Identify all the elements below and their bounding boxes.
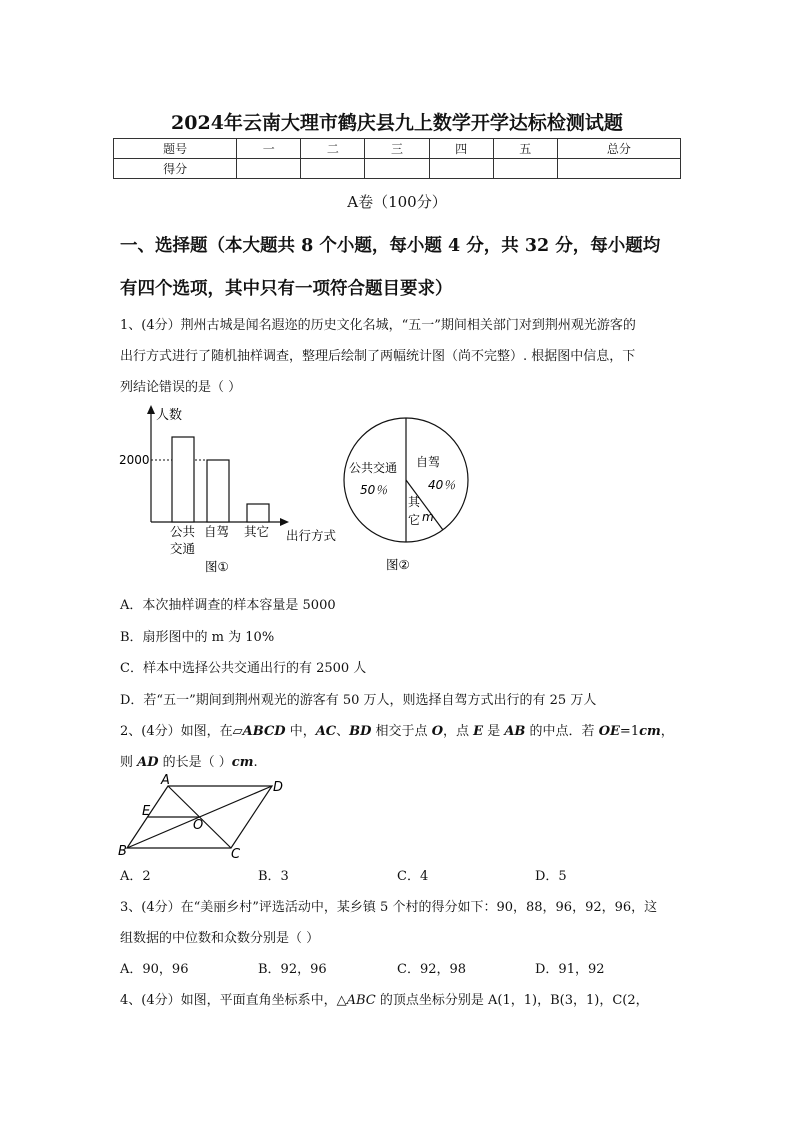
score-header-cell: 五 — [493, 139, 557, 159]
score-row-label: 得分 — [114, 159, 237, 179]
q2-parallelogram-figure — [112, 772, 287, 864]
bar-chart-y-tick: 2000 — [119, 453, 150, 467]
q2-text: ， — [660, 724, 674, 739]
q1-text-line3: 列结论错误的是（ ） — [120, 380, 242, 395]
score-header-cell: 题号 — [114, 139, 237, 159]
q2-option-a: A．2 — [120, 869, 151, 884]
score-header-cell: 三 — [365, 139, 429, 159]
q2-var: AC — [315, 724, 337, 739]
q2-text: 的长是（ ） — [158, 755, 232, 770]
q2-var: AB — [504, 724, 526, 739]
bar-public-transport — [172, 437, 194, 522]
q3-option-c: C．92，98 — [397, 962, 467, 977]
point-label-e: E — [142, 804, 151, 819]
q1-option-c: C．样本中选择公共交通出行的有 2500 人 — [120, 661, 367, 676]
bar-other — [247, 504, 269, 522]
bar-category-label: 自驾 — [204, 524, 230, 539]
score-header-cell: 四 — [429, 139, 493, 159]
score-cell — [429, 159, 493, 179]
q2-var: E — [473, 724, 484, 739]
point-label-o: O — [193, 818, 204, 833]
q2-option-c: C．4 — [397, 869, 429, 884]
q3-text-line2: 组数据的中位数和众数分别是（ ） — [120, 931, 320, 946]
q2-var: BD — [349, 724, 372, 739]
bar-chart-caption: 图① — [205, 559, 229, 574]
q1-bar-chart — [110, 402, 350, 582]
bar-chart-ylabel: 人数 — [156, 408, 183, 423]
point-label-b: B — [118, 844, 127, 859]
part1-heading-line2: 有四个选项，其中只有一项符合题目要求） — [120, 279, 453, 299]
point-label-a: A — [161, 773, 170, 788]
q1-text-line1: 1、(4分）荆州古城是闻名遐迩的历史文化名城，“五一”期间相关部门对到荆州观光游客的 — [120, 318, 636, 333]
q2-option-d: D．5 — [535, 869, 567, 884]
pie-slice-drive-value: 40％ — [428, 478, 456, 492]
score-cell — [301, 159, 365, 179]
q2-text: ，点 — [443, 724, 474, 739]
q2-option-b: B．3 — [258, 869, 289, 884]
q1-option-b: B．扇形图中的 m 为 10% — [120, 630, 275, 645]
q4-text: 4、(4分）如图，平面直角坐标系中， — [120, 993, 337, 1008]
q1-text-line2: 出行方式进行了随机抽样调查，整理后绘制了两幅统计图（尚不完整）. 根据图中信息，下 — [120, 349, 636, 364]
q2-unit: cm — [639, 724, 661, 739]
q2-var: O — [431, 724, 444, 739]
q2-text: 、 — [336, 724, 350, 739]
score-cell — [557, 159, 680, 179]
score-cell — [237, 159, 301, 179]
bar-category-label-line2: 交通 — [170, 541, 196, 556]
point-label-d: D — [273, 780, 284, 795]
pie-slice-other-value: m — [422, 510, 434, 524]
pie-slice-drive-label: 自驾 — [416, 455, 441, 469]
score-cell — [493, 159, 557, 179]
q2-text: 中， — [285, 724, 316, 739]
q2-var: OE — [598, 724, 620, 739]
score-table — [113, 138, 681, 179]
q3-option-d: D．91，92 — [535, 962, 605, 977]
q1-option-d: D．若“五一”期间到荆州观光的游客有 50 万人，则选择自驾方式出行的有 25 万人 — [120, 693, 597, 708]
y-axis-arrow-icon — [147, 405, 155, 414]
q2-text: . — [253, 755, 258, 770]
bar-self-drive — [207, 460, 229, 522]
q4-triangle: △ABC — [336, 993, 376, 1008]
bar-category-label-line1: 公共 — [170, 524, 196, 539]
q2-parallelogram: ▱ABCD — [232, 724, 286, 739]
section-a-title: A卷（100分） — [347, 193, 447, 211]
q2-var: AD — [137, 755, 159, 770]
pie-chart-caption: 图② — [386, 557, 410, 572]
q4-text-line1 — [120, 989, 649, 1008]
point-label-c: C — [231, 847, 241, 862]
q2-text-line1 — [120, 720, 674, 739]
q2-text: 2、(4分）如图，在 — [120, 724, 233, 739]
q3-option-a: A．90，96 — [120, 962, 189, 977]
bar-chart-xlabel: 出行方式 — [286, 528, 337, 543]
score-header-cell: 总分 — [557, 139, 680, 159]
pie-slice-public-label: 公共交通 — [349, 461, 398, 475]
q3-option-b: B．92，96 — [258, 962, 327, 977]
q2-text: 则 — [120, 755, 138, 770]
q2-text: 的中点．若 — [525, 724, 599, 739]
part1-heading-line1: 一、选择题（本大题共 8 个小题，每小题 4 分，共 32 分，每小题均 — [120, 236, 661, 256]
score-header-cell: 一 — [237, 139, 301, 159]
exam-title: 2024年云南大理市鹤庆县九上数学开学达标检测试题 — [171, 112, 623, 134]
q2-text: 相交于点 — [371, 724, 432, 739]
q1-pie-chart — [340, 414, 480, 579]
pie-slice-other-label-line1: 其 — [408, 495, 421, 509]
score-table-score-row — [114, 159, 681, 179]
q1-option-a: A．本次抽样调查的样本容量是 5000 — [120, 598, 336, 613]
q2-text: =1 — [619, 724, 640, 739]
q3-text-line1: 3、(4分）在“美丽乡村”评选活动中，某乡镇 5 个村的得分如下：90，88，96，92，96，这 — [120, 900, 658, 915]
pie-slice-other-label-line2: 它 — [408, 513, 421, 527]
score-header-cell: 二 — [301, 139, 365, 159]
q2-unit: cm — [231, 755, 254, 770]
q2-text-line2 — [120, 751, 258, 770]
pie-slice-public-value: 50％ — [360, 483, 388, 497]
bar-category-label: 其它 — [244, 524, 270, 539]
score-table-header-row — [114, 139, 681, 159]
x-axis-arrow-icon — [280, 518, 289, 526]
q4-text: 的顶点坐标分别是 A(1，1)，B(3，1)，C(2， — [375, 993, 649, 1008]
score-cell — [365, 159, 429, 179]
q2-text: 是 — [483, 724, 505, 739]
